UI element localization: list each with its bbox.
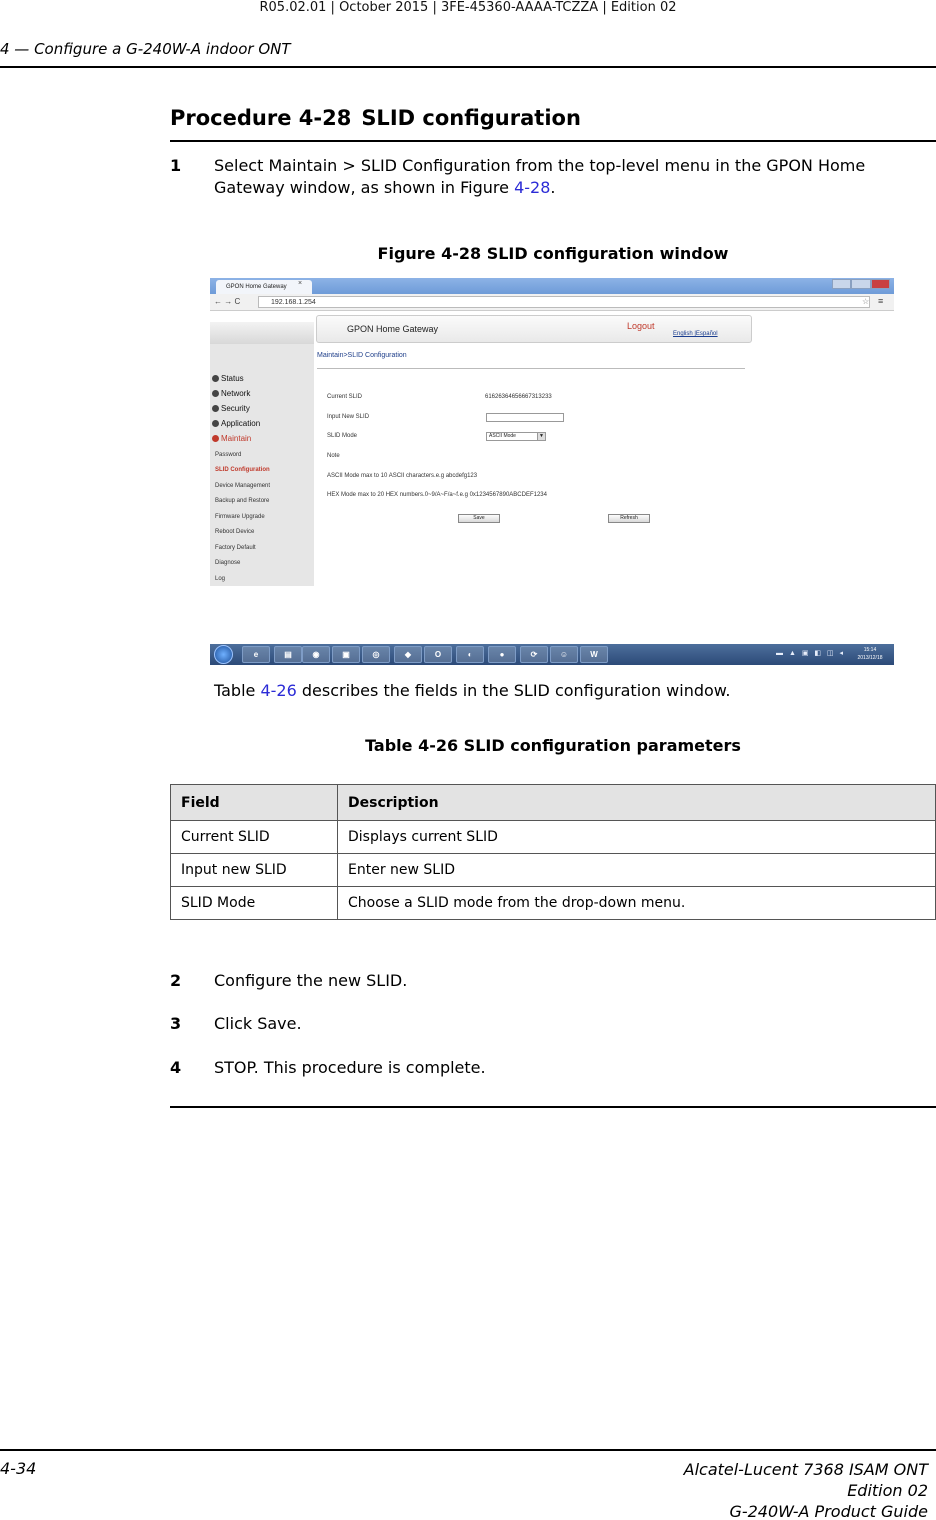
running-header: 4 — Configure a G-240W-A indoor ONT (0, 40, 291, 58)
procedure-title (170, 106, 581, 130)
sidebar-subitem-slid-configuration[interactable]: SLID Configuration (215, 467, 270, 473)
step-number: 3 (170, 1014, 182, 1033)
table-intro-text: Table 4-26 describes the fields in the SLID configuration window. (214, 681, 731, 700)
expand-icon (212, 420, 219, 427)
slid-parameters-table (170, 784, 936, 920)
notes-icon[interactable]: ◆ (394, 646, 422, 663)
window-controls (832, 279, 890, 289)
step-1 (170, 155, 936, 203)
user-app-icon[interactable]: ● (488, 646, 516, 663)
network-app-icon[interactable]: ◐ (456, 646, 484, 663)
sidebar-subitem-backup-restore[interactable]: Backup and Restore (215, 498, 270, 504)
procedure-rule (170, 140, 936, 142)
table-cell-description: Enter new SLID (338, 854, 936, 887)
step-4 (170, 1057, 936, 1081)
gateway-header (316, 315, 752, 343)
footer-rule (0, 1449, 936, 1451)
slid-mode-label: SLID Mode (327, 433, 358, 439)
sidebar-subitem-diagnose[interactable]: Diagnose (215, 560, 241, 566)
sidebar-subitem-device-management[interactable]: Device Management (215, 483, 271, 489)
step-3 (170, 1013, 936, 1037)
document-reference: R05.02.01 | October 2015 | 3FE-45360-AAAA-TCZZA | Edition 02 (259, 0, 677, 15)
column-header-field: Field (171, 785, 338, 821)
breadcrumb: Maintain>SLID Configuration (317, 352, 407, 359)
table-row (171, 887, 936, 920)
sidebar-item-network[interactable]: Network (212, 389, 250, 398)
sidebar-item-application[interactable]: Application (212, 419, 260, 428)
windows-taskbar (210, 644, 894, 665)
step-2 (170, 970, 936, 994)
table-cell-description: Choose a SLID mode from the drop-down menu. (338, 887, 936, 920)
footer-product: Alcatel-Lucent 7368 ISAM ONT (683, 1460, 928, 1479)
footer-guide: G-240W-A Product Guide (729, 1502, 928, 1520)
table-cell-field: Input new SLID (171, 854, 338, 887)
bookmark-star-icon[interactable]: ☆ (862, 297, 870, 306)
chevron-down-icon: ▼ (537, 433, 545, 440)
input-new-slid-label: Input New SLID (327, 414, 370, 420)
firefox-icon[interactable]: ◉ (302, 646, 330, 663)
browser-menu-icon[interactable]: ≡ (878, 296, 884, 306)
address-bar-row (210, 294, 894, 311)
step-number: 2 (170, 971, 182, 990)
header-rule (0, 66, 936, 68)
breadcrumb-rule (317, 368, 745, 369)
chrome-icon[interactable]: ◎ (362, 646, 390, 663)
sidebar-item-maintain[interactable]: Maintain (212, 434, 251, 443)
taskbar-clock: 15:14 2013/12/18 (857, 647, 883, 661)
slid-mode-select[interactable]: ASCII Mode ▼ (486, 432, 546, 441)
gateway-sidebar (210, 322, 314, 586)
table-cell-description: Displays current SLID (338, 821, 936, 854)
note-hex-text: HEX Mode max to 20 HEX numbers.0~9/A~F/a~f.e.g 0x1234567890ABCDEF1234 (327, 492, 547, 498)
sidebar-header (210, 322, 314, 344)
browser-tab[interactable]: GPON Home Gateway (216, 280, 312, 294)
sync-app-icon[interactable]: ⟳ (520, 646, 548, 663)
note-ascii-text: ASCII Mode max to 10 ASCII characters.e.g abcdefg123 (327, 473, 478, 479)
start-button-icon[interactable] (214, 645, 233, 664)
app-icon[interactable]: ▣ (332, 646, 360, 663)
expand-icon (212, 405, 219, 412)
step-number: 1 (170, 156, 182, 175)
sidebar-subitem-factory-default[interactable]: Factory Default (215, 545, 256, 551)
sidebar-item-status[interactable]: Status (212, 374, 244, 383)
procedure-name: SLID configuration (361, 106, 581, 130)
figure-caption: Figure 4-28 SLID configuration window (377, 244, 729, 263)
slid-configuration-screenshot (210, 278, 894, 665)
refresh-button[interactable]: Refresh (608, 514, 650, 523)
word-icon[interactable]: W (580, 646, 608, 663)
table-caption: Table 4-26 SLID configuration parameters (365, 736, 741, 755)
language-links[interactable]: English |Español (673, 331, 718, 337)
step-text: Configure the new SLID. (214, 971, 408, 990)
sidebar-subitem-reboot-device[interactable]: Reboot Device (215, 529, 255, 535)
browser-titlebar (210, 278, 894, 294)
expand-icon (212, 390, 219, 397)
procedure-number: Procedure 4-28 (170, 106, 352, 130)
step-number: 4 (170, 1058, 182, 1077)
sidebar-subitem-log[interactable]: Log (215, 576, 226, 582)
step-text: STOP. This procedure is complete. (214, 1058, 486, 1077)
new-slid-input[interactable] (486, 413, 564, 422)
url-field[interactable]: 192.168.1.254 (258, 296, 870, 308)
figure-xref-link[interactable]: 4-28 (514, 178, 551, 197)
note-label: Note (327, 453, 340, 459)
footer-edition: Edition 02 (847, 1481, 928, 1500)
explorer-icon[interactable]: ▤ (274, 646, 302, 663)
footer-product-info (684, 1459, 928, 1520)
page-number: 4-34 (0, 1459, 37, 1478)
procedure-end-rule (170, 1106, 936, 1108)
sidebar-subitem-password[interactable]: Password (215, 452, 242, 458)
ie-icon[interactable]: e (242, 646, 270, 663)
nav-buttons[interactable]: ← → C (214, 297, 241, 306)
chat-app-icon[interactable]: ☺ (550, 646, 578, 663)
table-cell-field: SLID Mode (171, 887, 338, 920)
sidebar-subitem-firmware-upgrade[interactable]: Firmware Upgrade (215, 514, 265, 520)
maximize-icon[interactable] (851, 279, 870, 289)
current-slid-value: 61626364656667313233 (485, 394, 552, 400)
table-header-row (171, 785, 936, 821)
step-text: Select Maintain > SLID Configuration from the top-level menu in the GPON Home Gateway window, as shown in Figure 4-28. (214, 156, 866, 197)
outlook-icon[interactable]: O (424, 646, 452, 663)
table-row (171, 821, 936, 854)
minimize-icon[interactable] (832, 279, 851, 289)
save-button[interactable]: Save (458, 514, 500, 523)
expand-icon (212, 375, 219, 382)
step-text: Click Save. (214, 1014, 302, 1033)
gateway-title: GPON Home Gateway (347, 324, 439, 334)
collapse-icon (212, 435, 219, 442)
current-slid-label: Current SLID (327, 394, 363, 400)
sidebar-item-security[interactable]: Security (212, 404, 250, 413)
column-header-description: Description (338, 785, 936, 821)
close-window-icon[interactable] (871, 279, 890, 289)
logout-link[interactable]: Logout (627, 321, 655, 331)
table-row (171, 854, 936, 887)
tab-close-icon[interactable]: × (298, 280, 303, 287)
table-xref-link[interactable]: 4-26 (260, 681, 297, 700)
system-tray-icons[interactable]: ▬ ▲ ▣ ◧ ◫ ◂ (776, 650, 846, 657)
table-cell-field: Current SLID (171, 821, 338, 854)
